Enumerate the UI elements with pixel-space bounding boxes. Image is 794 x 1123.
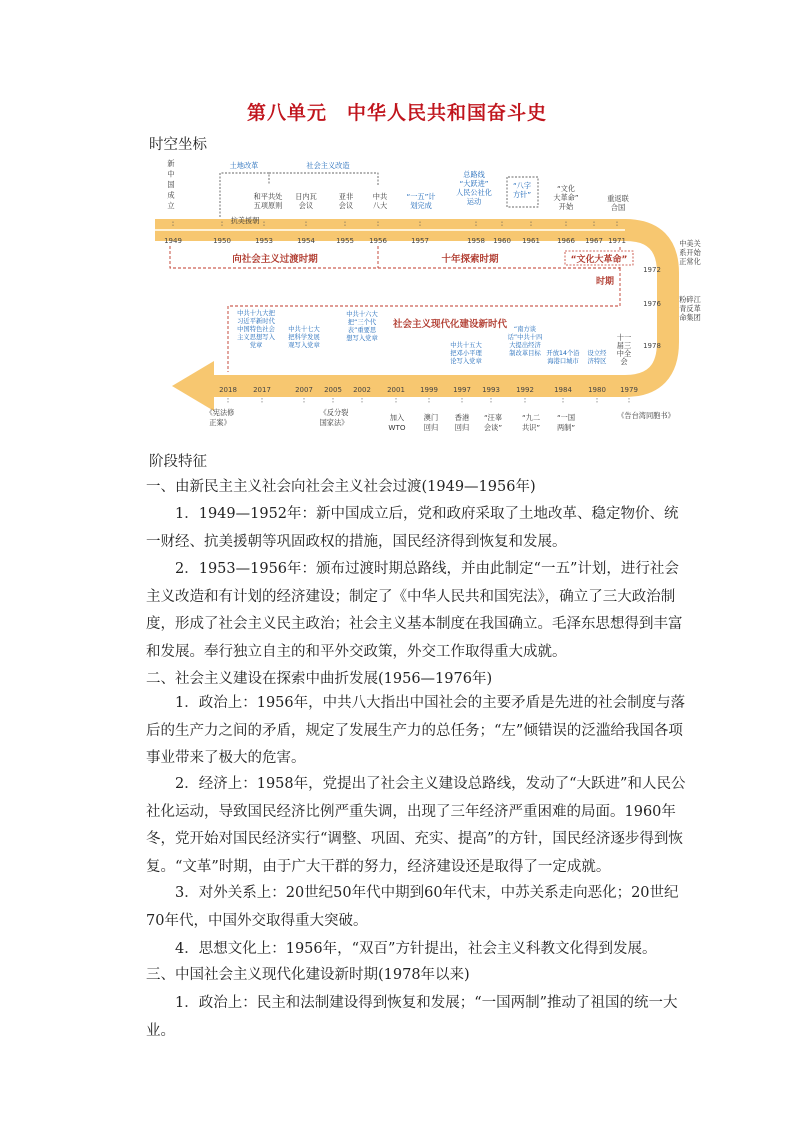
year-1972: 1972 <box>643 266 661 274</box>
event-cpc19-line-0: 中共十九大把 <box>237 310 275 317</box>
event-three-red-banners-line-2: 人民公社化 <box>456 188 492 197</box>
event-sino-us-normalization-line-0: 中美关 <box>679 239 701 248</box>
event-geneva-conference-line-1: 会议 <box>298 201 314 210</box>
event-cpc16-line-0: 中共十六大 <box>346 311 378 318</box>
event-founding-line-0: 新 <box>167 159 175 168</box>
stage-features-heading: 阶段特征 <box>149 454 207 470</box>
event-sino-us-normalization-line-2: 正常化 <box>679 257 701 266</box>
event-cpc14-line-0: “南方谈 <box>513 326 537 333</box>
event-macau-return-line-1: 回归 <box>423 423 439 432</box>
event-sino-us-normalization-line-1: 系开始 <box>679 248 701 257</box>
event-eight-char-policy-line-1: 方针” <box>512 190 532 199</box>
event-cpc15-line-1: 把邓小平理 <box>450 350 482 357</box>
year-2002: 2002 <box>353 386 371 394</box>
event-land-reform: 土地改革 <box>229 161 259 170</box>
event-wang-koo-talks-line-1: 会谈” <box>483 423 503 432</box>
event-constitution-amendment-line-1: 正案》 <box>209 418 231 427</box>
event-anti-us-aid-korea: 抗美援朝 <box>230 216 260 225</box>
period-transition: 向社会主义过渡时期 <box>232 254 318 265</box>
event-coastal-cities-line-1: 海港口城市 <box>547 358 579 365</box>
year-1980: 1980 <box>588 386 606 394</box>
paragraph-2-4: 4．思想文化上：1956年，“双百”方针提出，社会主义科教文化得到发展。 <box>175 941 657 957</box>
section-heading-1: 一、由新民主主义社会向社会主义社会过渡(1949—1956年) <box>146 479 536 495</box>
year-1997: 1997 <box>453 386 471 394</box>
event-coastal-cities-line-0: 开放14个沿 <box>546 350 580 357</box>
event-three-red-banners-line-3: 运动 <box>466 197 482 206</box>
year-1984: 1984 <box>554 386 572 394</box>
year-2005: 2005 <box>324 386 342 394</box>
event-third-plenum-line-2: 中全 <box>616 349 632 358</box>
event-message-to-taiwan: 《告台湾同胞书》 <box>617 411 675 420</box>
event-five-principles-line-0: 和平共处 <box>253 192 283 201</box>
period-cultural-rev-suffix: 时期 <box>595 277 615 287</box>
event-one-country-two-systems-line-0: “一国 <box>556 413 576 422</box>
timeline-diagram <box>0 0 794 450</box>
event-constitution-amendment-line-0: 《宪法修 <box>205 408 235 417</box>
paragraph-2-2: 2．经济上：1958年，党提出了社会主义建设总路线，发动了“大跃进”和人民公社化运动，导致国民经济比例严重失调，出现了三年经济严重困难的局面。1960年冬，党开始对国民经济实行“调整、巩固、充实、提高”的方针，国民经济逐步得到恢复。“文革”时期，由于广大干群的努力，经济建设还是取得了一定成就。 <box>146 776 686 875</box>
year-1993: 1993 <box>482 386 500 394</box>
event-hongkong-return-line-1: 回归 <box>454 423 470 432</box>
event-cpc17-line-1: 把科学发展 <box>288 334 320 341</box>
event-cpc16-line-2: 表”重要思 <box>347 327 377 334</box>
event-1992-consensus-line-0: “九二 <box>521 413 541 422</box>
year-1992: 1992 <box>516 386 534 394</box>
year-1955: 1955 <box>336 237 354 245</box>
year-1971: 1971 <box>608 237 626 245</box>
event-gang-of-four-line-0: 粉碎江 <box>679 295 701 304</box>
event-three-red-banners-line-0: 总路线 <box>463 170 485 179</box>
event-sez-line-1: 济特区 <box>587 358 607 365</box>
year-1956: 1956 <box>369 237 387 245</box>
event-five-principles-line-1: 五项原则 <box>253 201 283 210</box>
event-sez-line-0: 设立经 <box>587 350 607 357</box>
event-cpc14-line-1: 话”中共十四 <box>507 334 543 341</box>
period-cultural-rev: “文化大革命” <box>570 255 628 265</box>
year-1950: 1950 <box>213 237 231 245</box>
year-1960: 1960 <box>493 237 511 245</box>
event-un-seat-restored-line-0: 重返联 <box>607 194 629 203</box>
period-exploration: 十年探索时期 <box>441 254 499 265</box>
event-cpc15-line-0: 中共十五大 <box>450 342 482 349</box>
event-gang-of-four-line-2: 命集团 <box>679 313 701 322</box>
paragraph-1-1: 1．1949—1952年：新中国成立后，党和政府采取了土地改革、稳定物价、统一财经、抗美援朝等巩固政权的措施，国民经济得到恢复和发展。 <box>146 506 679 550</box>
event-eighth-congress-line-1: 八大 <box>372 201 388 210</box>
event-hongkong-return-line-0: 香港 <box>454 413 470 422</box>
year-1949: 1949 <box>164 237 182 245</box>
year-2007: 2007 <box>295 386 313 394</box>
event-cultural-revolution-start-line-0: “文化 <box>556 184 576 193</box>
event-wto-line-1: WTO <box>388 423 406 432</box>
paragraph-1-2: 2．1953—1956年：颁布过渡时期总路线，并由此制定“一五”计划，进行社会主义改造和有计划的经济建设；制定了《中华人民共和国宪法》，确立了三大政治制度，形成了社会主义民主政治；社会主义基本制度在我国确立。毛泽东思想得到丰富和发展。奉行独立自主的和平外交政策，外交工作取得重大成就。 <box>146 561 683 660</box>
event-macau-return-line-0: 澳门 <box>423 413 439 422</box>
event-first-five-year-plan-line-0: “一五”计 <box>406 192 436 201</box>
event-one-country-two-systems-line-1: 两制” <box>556 423 576 432</box>
event-eighth-congress-line-0: 中共 <box>372 192 388 201</box>
year-1978: 1978 <box>643 342 661 350</box>
paragraph-2-3: 3．对外关系上：20世纪50年代中期到60年代末，中苏关系走向恶化；20世纪70年代，中国外交取得重大突破。 <box>146 885 679 929</box>
event-socialist-transform: 社会主义改造 <box>306 161 350 170</box>
event-anti-secession-law-line-0: 《反分裂 <box>319 408 349 417</box>
event-cultural-revolution-start-line-2: 开始 <box>558 202 574 211</box>
event-third-plenum-line-0: 十一 <box>616 333 632 342</box>
year-1958: 1958 <box>467 237 485 245</box>
event-founding-line-4: 立 <box>167 201 175 210</box>
year-1999: 1999 <box>420 386 438 394</box>
year-1979: 1979 <box>620 386 638 394</box>
year-1967: 1967 <box>585 237 603 245</box>
year-1953: 1953 <box>255 237 273 245</box>
event-anti-secession-law-line-1: 国家法》 <box>319 418 349 427</box>
event-bandung-conference-line-1: 会议 <box>338 201 354 210</box>
event-eight-char-policy-line-0: “八字 <box>512 181 532 190</box>
event-cpc19-line-3: 主义思想写入 <box>237 334 275 341</box>
event-cpc15-line-2: 论写入党章 <box>450 358 482 365</box>
event-cpc16-line-3: 想写入党章 <box>346 335 378 342</box>
page-title: 第八单元 中华人民共和国奋斗史 <box>246 102 547 124</box>
event-cpc19-line-1: 习近平新时代 <box>237 318 275 325</box>
event-un-seat-restored-line-1: 合国 <box>610 203 626 212</box>
event-founding-line-1: 中 <box>167 169 175 179</box>
event-third-plenum-line-3: 会 <box>620 357 628 366</box>
paragraph-2-1: 1．政治上：1956年，中共八大指出中国社会的主要矛盾是先进的社会制度与落后的生产力之间的矛盾，规定了发展生产力的总任务；“左”倾错误的泛滥给我国各项事业带来了极大的危害。 <box>146 695 686 766</box>
timeline-heading: 时空坐标 <box>149 137 207 153</box>
year-1976: 1976 <box>643 300 661 308</box>
paragraph-3-1: 1．政治上：民主和法制建设得到恢复和发展；“一国两制”推动了祖国的统一大业。 <box>146 995 678 1039</box>
event-geneva-conference-line-0: 日内瓦 <box>295 192 317 201</box>
event-1992-consensus-line-1: 共识” <box>521 423 541 432</box>
year-1961: 1961 <box>522 237 540 245</box>
section-heading-2: 二、社会主义建设在探索中曲折发展(1956—1976年) <box>146 671 493 687</box>
event-gang-of-four-line-1: 青反革 <box>679 304 701 313</box>
event-cpc19-line-2: 中国特色社会 <box>237 326 275 333</box>
timeline-arrowhead <box>172 361 214 411</box>
year-2017: 2017 <box>253 386 271 394</box>
period-modernization: 社会主义现代化建设新时代 <box>392 319 508 330</box>
year-1954: 1954 <box>297 237 315 245</box>
event-third-plenum-line-1: 届三 <box>616 341 632 350</box>
event-cpc14-line-3: 制改革目标 <box>509 350 541 357</box>
event-first-five-year-plan-line-1: 划完成 <box>410 201 432 210</box>
event-founding-line-2: 国 <box>167 180 175 189</box>
event-bandung-conference-line-0: 亚非 <box>338 192 354 201</box>
event-cpc17-line-2: 观写入党章 <box>288 342 320 349</box>
event-cpc16-line-1: 把“三个代 <box>347 319 377 326</box>
year-2018: 2018 <box>219 386 237 394</box>
event-three-red-banners-line-1: “大跃进” <box>459 179 489 188</box>
section-heading-3: 三、中国社会主义现代化建设新时期(1978年以来) <box>146 967 470 983</box>
year-1957: 1957 <box>411 237 429 245</box>
event-cpc14-line-2: 大提出经济 <box>509 342 541 349</box>
event-wto-line-0: 加入 <box>389 413 405 422</box>
event-cpc19-line-4: 党章 <box>249 342 263 349</box>
event-wang-koo-talks-line-0: “汪辜 <box>483 413 503 422</box>
year-1966: 1966 <box>557 237 575 245</box>
event-cultural-revolution-start-line-1: 大革命” <box>553 193 579 202</box>
event-founding-line-3: 成 <box>167 190 175 200</box>
event-cpc17-line-0: 中共十七大 <box>288 326 320 333</box>
year-2001: 2001 <box>387 386 405 394</box>
